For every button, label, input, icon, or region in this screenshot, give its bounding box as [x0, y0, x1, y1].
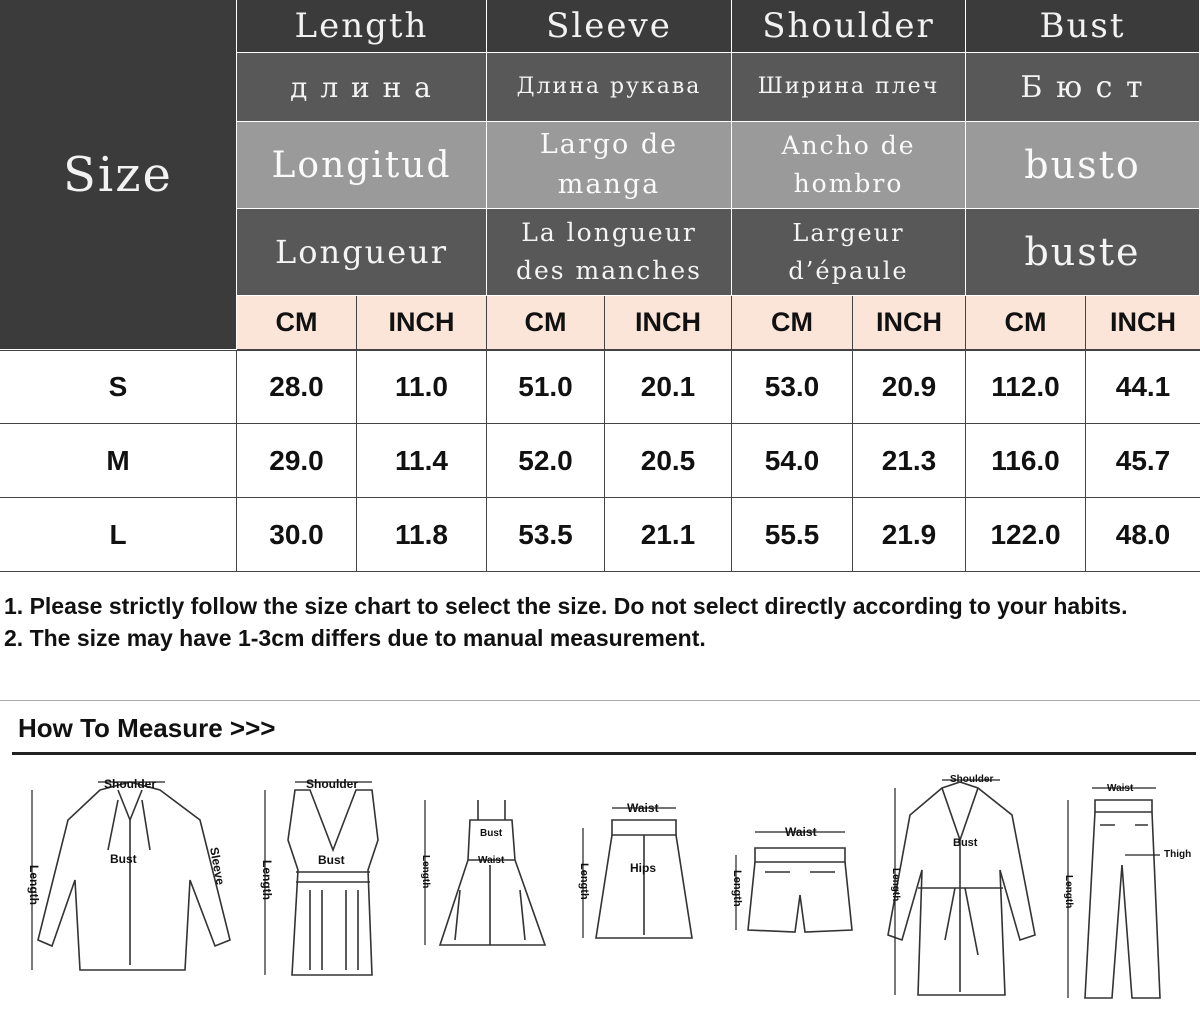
label-shoulder: Shoulder: [104, 777, 157, 791]
col-bust-en: Bust: [966, 0, 1200, 53]
label-sleeve: Sleeve: [207, 846, 228, 886]
notes: [4, 590, 1194, 654]
table-cell: 51.0: [487, 350, 605, 424]
table-cell: 112.0: [966, 350, 1086, 424]
table-cell: 30.0: [237, 498, 357, 572]
col-bust-fr: buste: [966, 209, 1200, 296]
col-bust-es: busto: [966, 122, 1200, 209]
table-cell: 53.5: [487, 498, 605, 572]
table-cell: 20.9: [853, 350, 966, 424]
col-sleeve-en: Sleeve: [487, 0, 732, 53]
size-header: Size: [63, 146, 173, 203]
size-header-cell: [0, 0, 237, 350]
table-cell: 11.0: [357, 350, 487, 424]
table-cell: 45.7: [1086, 424, 1200, 498]
title-underline: [12, 752, 1196, 755]
unit-inch: INCH: [357, 296, 487, 350]
label-shoulder: Shoulder: [306, 777, 359, 791]
label-length: Length: [420, 855, 431, 889]
unit-inch: INCH: [1086, 296, 1200, 350]
label-bust: Bust: [110, 852, 137, 866]
label-waist: Waist: [627, 801, 659, 815]
shorts-icon: [748, 848, 852, 932]
unit-inch: INCH: [605, 296, 732, 350]
col-sleeve-es: Largo de manga: [487, 122, 732, 209]
col-bust-ru: Б ю с т: [966, 53, 1200, 122]
table-cell: 52.0: [487, 424, 605, 498]
col-shoulder-fr: Largeur d’épaule: [732, 209, 966, 296]
col-length-fr: Longueur: [237, 209, 487, 296]
table-cell: 122.0: [966, 498, 1086, 572]
label-shoulder: Shoulder: [950, 774, 994, 785]
table-cell: 20.5: [605, 424, 732, 498]
measure-diagrams: [0, 760, 1200, 1015]
table-cell: 54.0: [732, 424, 853, 498]
label-bust: Bust: [953, 837, 978, 849]
col-sleeve-ru: Длина рукава: [487, 53, 732, 122]
unit-inch: INCH: [853, 296, 966, 350]
table-cell: 11.8: [357, 498, 487, 572]
size-label: S: [0, 350, 237, 424]
label-length: Length: [1063, 875, 1074, 909]
label-waist: Waist: [478, 855, 505, 866]
label-waist: Waist: [1107, 783, 1134, 794]
unit-cm: CM: [966, 296, 1086, 350]
table-cell: 21.1: [605, 498, 732, 572]
pants-icon: [1085, 800, 1160, 998]
label-thigh: Thigh: [1164, 849, 1192, 860]
label-length: Length: [260, 860, 274, 900]
col-shoulder-es: Ancho de hombro: [732, 122, 966, 209]
note-2: 2. The size may have 1-3cm differs due to manual measurement.: [4, 625, 706, 651]
table-cell: 11.4: [357, 424, 487, 498]
size-label: L: [0, 498, 237, 572]
col-shoulder-ru: Ширина плеч: [732, 53, 966, 122]
note-1: 1. Please strictly follow the size chart to select the size. Do not select directly according to your habits.: [4, 593, 1128, 619]
table-cell: 53.0: [732, 350, 853, 424]
col-shoulder-en: Shoulder: [732, 0, 966, 53]
label-bust: Bust: [480, 828, 503, 839]
table-cell: 48.0: [1086, 498, 1200, 572]
unit-cm: CM: [237, 296, 357, 350]
label-length: Length: [731, 870, 743, 907]
divider: [0, 700, 1200, 701]
label-length: Length: [890, 868, 901, 902]
col-length-en: Length: [237, 0, 487, 53]
unit-cm: CM: [487, 296, 605, 350]
table-cell: 20.1: [605, 350, 732, 424]
label-length: Length: [578, 863, 590, 900]
how-to-measure-title: How To Measure >>>: [18, 713, 276, 743]
vest-icon: [288, 790, 378, 975]
label-length: Length: [27, 865, 41, 905]
coat-icon: [888, 782, 1035, 995]
unit-cm: CM: [732, 296, 853, 350]
col-length-ru: д л и н а: [237, 53, 487, 122]
table-cell: 44.1: [1086, 350, 1200, 424]
col-length-es: Longitud: [237, 122, 487, 209]
table-cell: 55.5: [732, 498, 853, 572]
table-cell: 21.3: [853, 424, 966, 498]
col-sleeve-fr: La longueur des manches: [487, 209, 732, 296]
skirt-icon: [596, 820, 692, 938]
table-cell: 29.0: [237, 424, 357, 498]
label-waist: Waist: [785, 825, 817, 839]
table-cell: 28.0: [237, 350, 357, 424]
label-hips: Hips: [630, 861, 657, 875]
table-cell: 116.0: [966, 424, 1086, 498]
size-label: M: [0, 424, 237, 498]
shirt-icon: [38, 782, 230, 970]
dress-icon: [440, 800, 545, 945]
label-bust: Bust: [318, 853, 345, 867]
table-cell: 21.9: [853, 498, 966, 572]
